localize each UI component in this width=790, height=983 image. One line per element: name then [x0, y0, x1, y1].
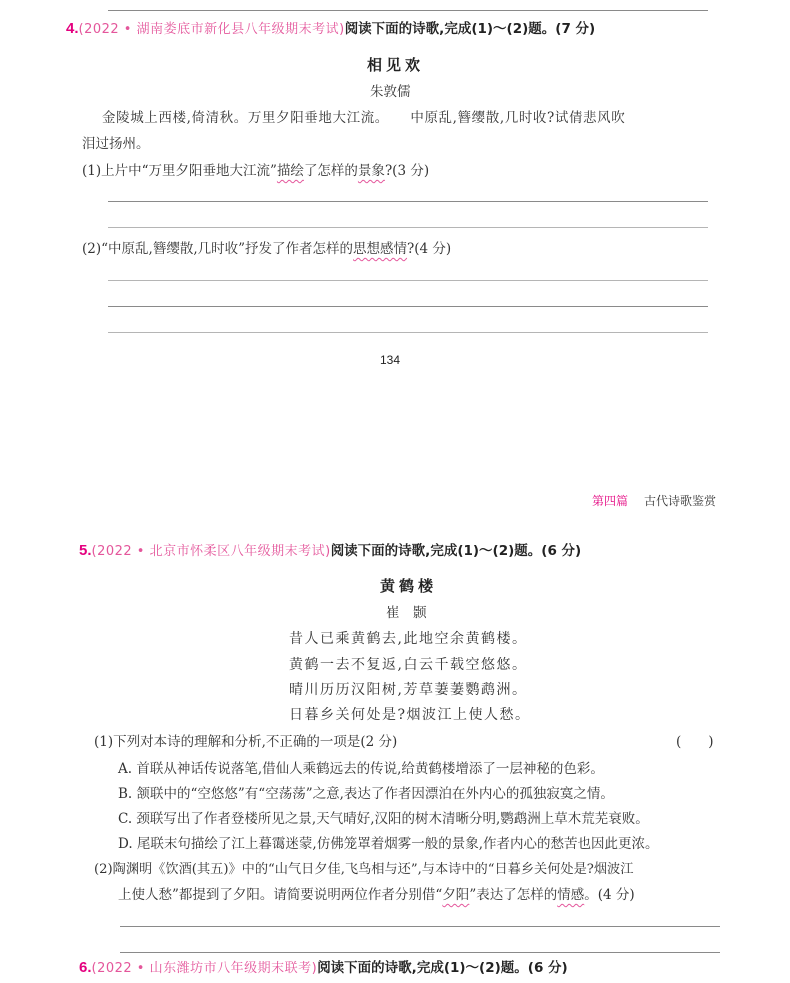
- question-source: (2022 • 北京市怀柔区八年级期末考试): [91, 544, 331, 559]
- option-b[interactable]: B. 颔联中的“空悠悠”有“空荡荡”之意,表达了作者因漂泊在外内心的孤独寂寞之情。: [118, 786, 614, 802]
- sub-question-text: 了怎样的: [303, 163, 358, 179]
- question-4-heading: [66, 20, 595, 39]
- sub-question-1: (1)下列对本诗的理解和分析,不正确的一项是(2 分): [94, 734, 398, 750]
- question-source: (2022 • 湖南娄底市新化县八年级期末考试): [78, 22, 345, 37]
- poem-text-line: 金陵城上西楼,倚清秋。万里夕阳垂地大江流。 中原乱,簪缨散,几时收?试倩悲风吹: [102, 110, 626, 126]
- poem-line: 晴川历历汉阳树,芳草萋萋鹦鹉洲。: [289, 682, 528, 698]
- question-6-heading: [79, 959, 568, 978]
- answer-line[interactable]: [108, 306, 708, 307]
- poem-line: 日暮乡关何处是?烟波江上使人愁。: [289, 707, 531, 723]
- answer-line[interactable]: [108, 227, 708, 228]
- question-source: (2022 • 山东潍坊市八年级期末联考): [91, 961, 318, 976]
- question-stem: 阅读下面的诗歌,完成(1)～(2)题。(6 分): [317, 960, 568, 976]
- poem-title: 相见欢: [367, 56, 425, 74]
- question-stem: 阅读下面的诗歌,完成(1)～(2)题。(7 分): [344, 21, 596, 37]
- answer-line[interactable]: [108, 332, 708, 333]
- question-number: 5.: [79, 542, 92, 559]
- sub-question-text: 。(4 分): [584, 887, 635, 903]
- answer-line[interactable]: [120, 952, 720, 953]
- answer-line[interactable]: [108, 201, 708, 202]
- top-divider: [108, 10, 708, 11]
- question-number: 6.: [79, 959, 92, 976]
- sub-question-2: (2)陶渊明《饮酒(其五)》中的“山气日夕佳,飞鸟相与还”,与本诗中的“日暮乡关何处是?烟波江: [94, 862, 634, 877]
- sub-question-1: [82, 159, 429, 179]
- sub-question-text: ”表达了怎样的: [469, 887, 558, 903]
- option-c[interactable]: C. 颈联写出了作者登楼所见之景,天气晴好,汉阳的树木清晰分明,鹦鹉洲上草木荒芜衰败。: [118, 811, 649, 827]
- emphasized-word: 思想感情: [353, 241, 408, 257]
- page-number: 134: [380, 353, 401, 367]
- sub-question-text: (1)上片中“万里夕阳垂地大江流”: [82, 163, 277, 179]
- sub-question-text: ?(4 分): [407, 241, 452, 257]
- emphasized-word: 景象: [357, 163, 385, 179]
- running-header-part: 第四篇: [592, 494, 629, 508]
- running-header-title: 古代诗歌鉴赏: [644, 494, 717, 508]
- poem-author: 崔 颢: [386, 605, 427, 621]
- question-5-heading: [79, 542, 581, 561]
- option-a[interactable]: A. 首联从神话传说落笔,借仙人乘鹤远去的传说,给黄鹤楼增添了一层神秘的色彩。: [118, 761, 604, 777]
- emphasized-word: 描绘: [276, 163, 304, 179]
- option-d[interactable]: D. 尾联末句描绘了江上暮霭迷蒙,仿佛笼罩着烟雾一般的景象,作者内心的愁苦也因此更浓。: [118, 836, 659, 852]
- poem-line: 黄鹤一去不复返,白云千载空悠悠。: [289, 657, 528, 673]
- answer-line[interactable]: [120, 926, 720, 927]
- answer-line[interactable]: [108, 280, 708, 281]
- sub-question-text: ?(3 分): [384, 163, 430, 179]
- question-stem: 阅读下面的诗歌,完成(1)～(2)题。(6 分): [330, 543, 582, 559]
- sub-question-text: 上使人愁”都提到了夕阳。请简要说明两位作者分别借“: [118, 887, 443, 903]
- emphasized-word: 夕阳: [442, 887, 470, 903]
- poem-title: 黄鹤楼: [380, 577, 438, 595]
- sub-question-text: (2)“中原乱,簪缨散,几时收”抒发了作者怎样的: [82, 241, 354, 257]
- poem-author: 朱敦儒: [370, 84, 411, 100]
- answer-bracket[interactable]: ( ): [676, 734, 714, 750]
- question-number: 4.: [66, 20, 79, 37]
- poem-text-line: 泪过扬州。: [82, 136, 150, 152]
- poem-line: 昔人已乘黄鹤去,此地空余黄鹤楼。: [289, 631, 528, 647]
- sub-question-2-cont: [118, 883, 635, 903]
- emphasized-word: 情感: [557, 887, 585, 903]
- sub-question-2: [82, 237, 451, 257]
